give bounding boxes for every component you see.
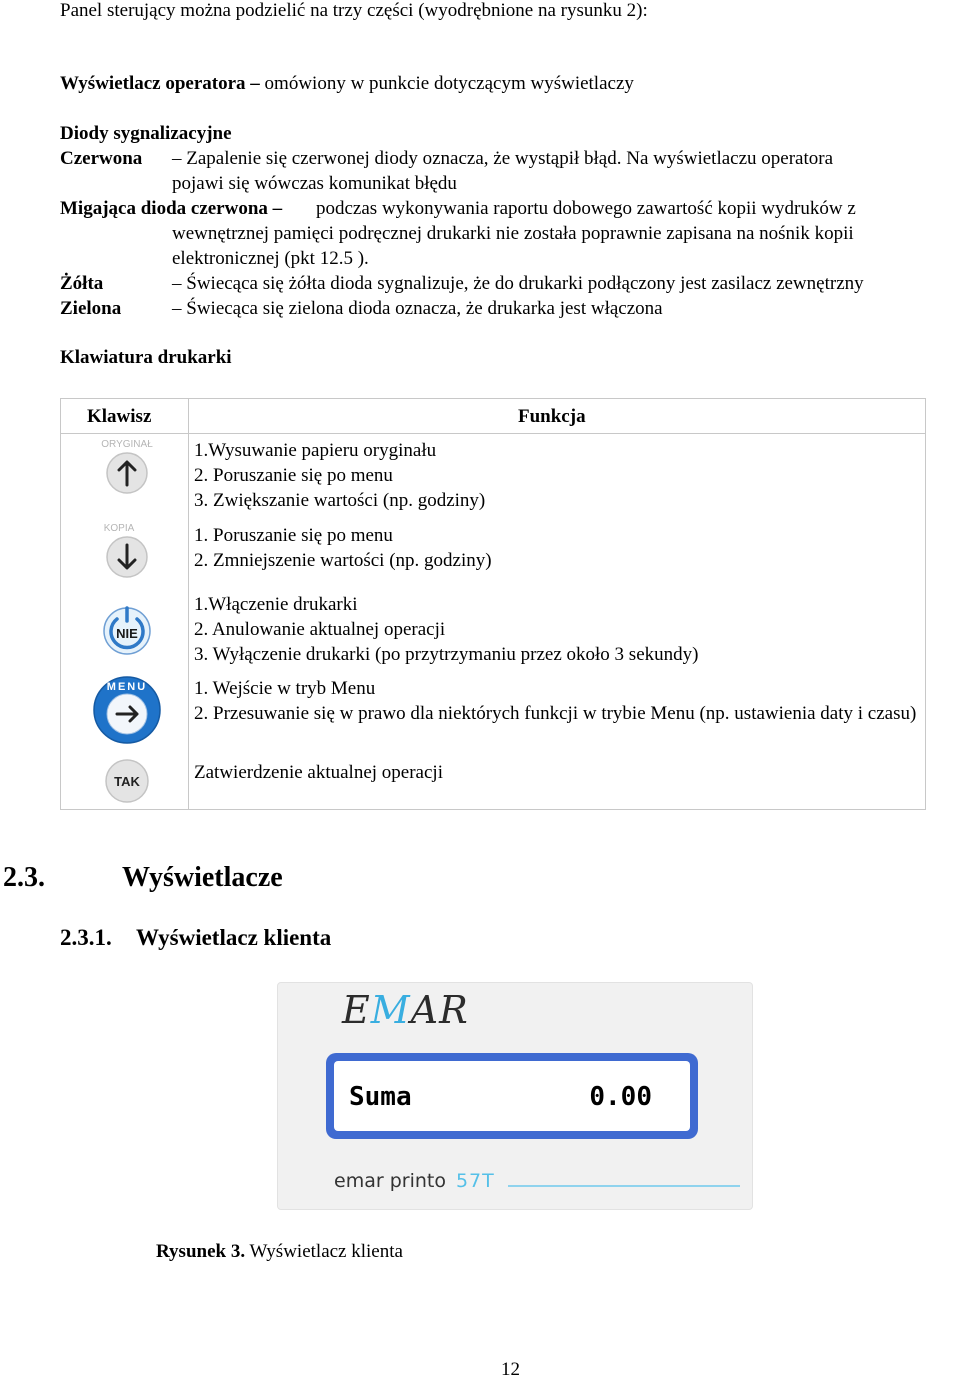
key-oryginal[interactable] [95,437,155,499]
function-cell-5 [194,760,924,785]
led-blinking-term: Migająca dioda czerwona – [60,198,283,219]
led-green-term: Zielona [60,298,122,319]
power-icon [95,601,159,661]
function-cell-4 [194,676,924,726]
customer-display-image [277,982,753,1210]
leds-heading: Diody sygnalizacyjne [60,123,232,144]
key-menu[interactable] [95,674,155,746]
emar-logo: EMAR [342,988,469,1032]
arrow-right-icon [91,674,163,746]
lcd-amount: 0.00 [589,1082,652,1112]
lcd-screen [334,1061,690,1131]
subsection-number: 2.3.1. [60,925,112,950]
led-yellow-term: Żółta [60,273,104,294]
function-line: 1. Poruszanie się po menu [194,525,393,546]
figure-caption [156,1239,403,1264]
led-yellow-text: – Świecąca się żółta dioda sygnalizuje, że do drukarki podłączony jest zasilacz zewnętrzny [172,273,864,294]
led-blinking-line3: elektronicznej (pkt 12.5 ). [172,248,369,269]
key-kopia[interactable] [95,521,155,583]
function-line: 1.Wysuwanie papieru oryginału [194,440,437,461]
device-brand: emar printo 57T [334,1170,495,1192]
caption-label: Rysunek 3. [156,1241,246,1262]
function-cell-2 [194,523,924,573]
lcd-label: Suma [349,1082,412,1112]
function-line: 2. Poruszanie się po menu [194,465,393,486]
table-divider [61,433,925,434]
section-number: 2.3. [3,862,45,893]
subsection-title: Wyświetlacz klienta [136,925,332,950]
arrow-up-icon [95,437,159,499]
svg-text:KOPIA: KOPIA [103,523,135,534]
led-red-line1: – Zapalenie się czerwonej diody oznacza, że wystąpił błąd. Na wyświetlaczu operatora [172,148,834,169]
led-red-term: Czerwona [60,148,143,169]
caption-text: Wyświetlacz klienta [249,1241,403,1262]
device-model: 57T [455,1170,495,1192]
led-blinking-line1: podczas wykonywania raportu dobowego zawartość kopii wydruków z [316,198,856,219]
function-cell-3 [194,592,924,667]
function-line: 2. Przesuwanie się w prawo dla niektórych funkcji w trybie Menu (np. ustawienia daty i czasu) [194,703,917,724]
operator-display-text: omówiony w punkcie dotyczącym wyświetlaczy [264,73,634,94]
operator-display-line [60,71,634,96]
function-line: 3. Zwiększanie wartości (np. godziny) [194,490,486,511]
function-line: 2. Anulowanie aktualnej operacji [194,619,446,640]
keyboard-table [60,398,926,810]
col-header-function: Funkcja [518,406,586,427]
svg-text:TAK: TAK [114,774,140,789]
keyboard-heading: Klawiatura drukarki [60,347,232,368]
section-title: Wyświetlacze [122,862,283,893]
col-header-key: Klawisz [87,406,152,427]
function-line: 3. Wyłączenie drukarki (po przytrzymaniu przez około 3 sekundy) [194,644,699,665]
key-tak[interactable] [95,757,155,805]
tak-key-icon [95,757,159,805]
led-green-text: – Świecąca się zielona dioda oznacza, że drukarka jest włączona [172,298,663,319]
function-line: 2. Zmniejszenie wartości (np. godziny) [194,550,492,571]
led-blinking-line2: wewnętrznej pamięci podręcznej drukarki nie została poprawnie zapisana na nośnik kopii [172,223,854,244]
intro-text: Panel sterujący można podzielić na trzy części (wyodrębnione na rysunku 2): [60,0,648,21]
brand-underline [508,1185,740,1187]
function-line: Zatwierdzenie aktualnej operacji [194,762,443,783]
arrow-down-icon [95,521,159,583]
led-red-line2: pojawi się wówczas komunikat błędu [172,173,457,194]
function-line: 1.Włączenie drukarki [194,594,358,615]
function-cell-1 [194,438,924,513]
operator-display-term: Wyświetlacz operatora – [60,73,260,94]
key-nie[interactable] [95,601,155,661]
table-divider [188,399,189,809]
function-line: 1. Wejście w tryb Menu [194,678,376,699]
svg-text:NIE: NIE [116,626,138,641]
display-frame [326,1053,698,1139]
page-number: 12 [501,1359,520,1380]
svg-text:MENU: MENU [106,681,148,693]
svg-text:ORYGINAŁ: ORYGINAŁ [101,439,153,450]
